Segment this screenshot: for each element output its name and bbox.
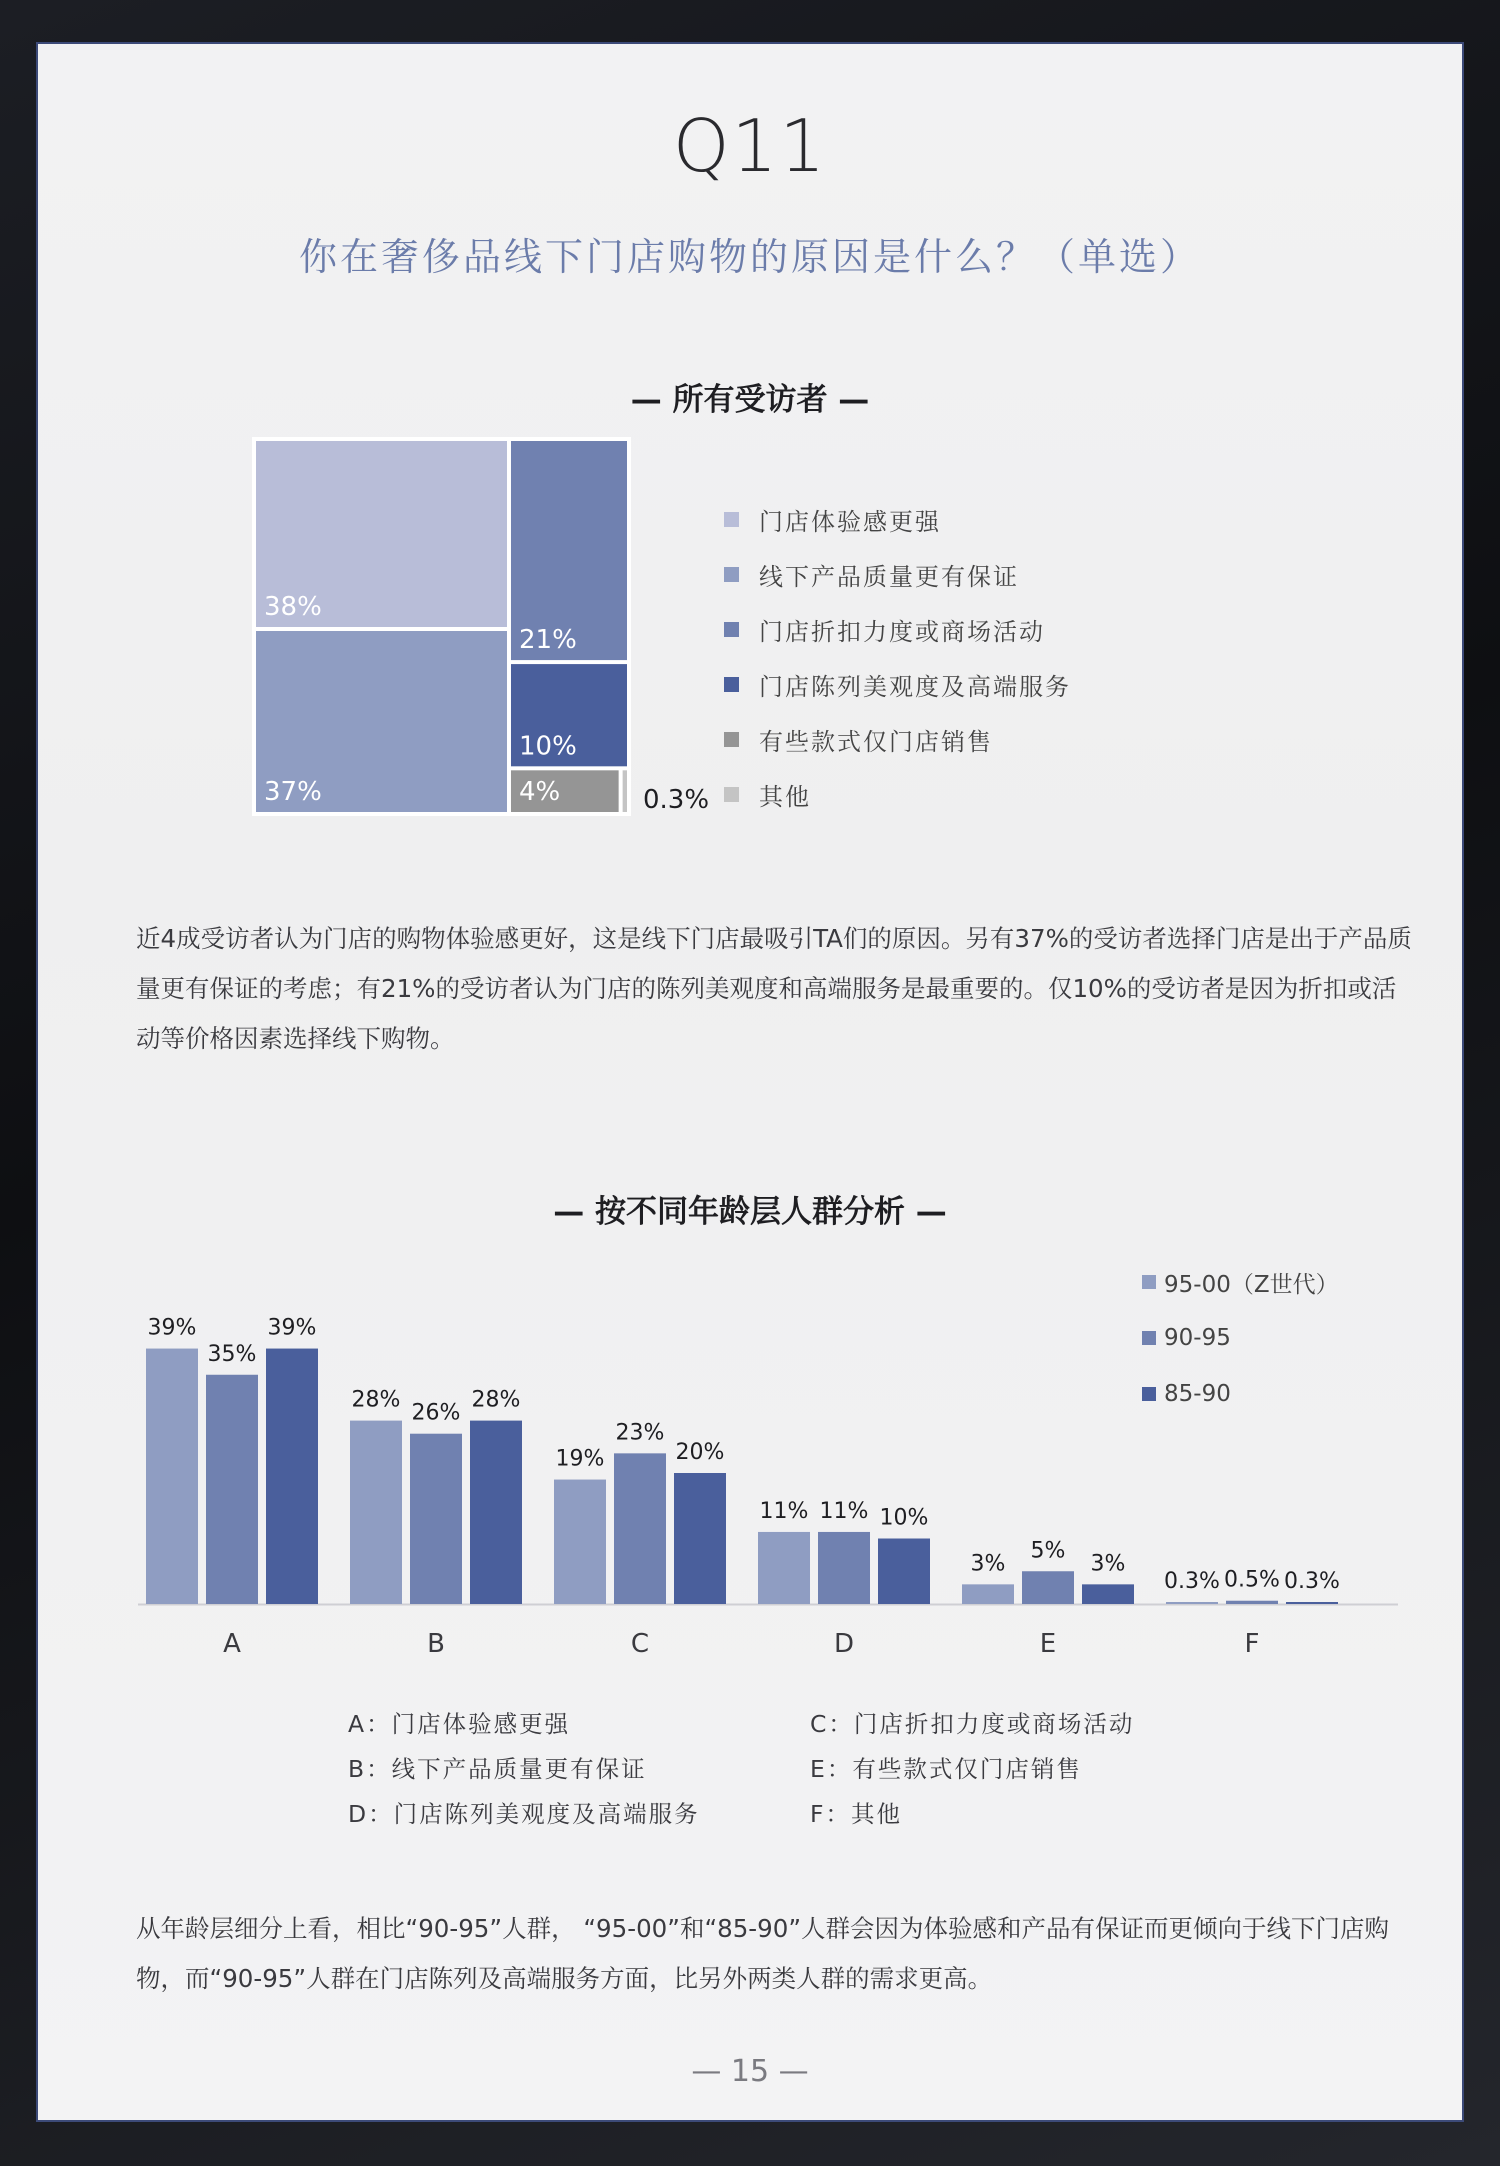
treemap-legend-item [724,767,1071,822]
question-title: 你在奢侈品线下门店购物的原因是什么？（单选） [298,235,1201,279]
bar-value-label: 3% [970,1551,1006,1577]
category-key-col2 [810,1702,1134,1837]
legend-swatch [1142,1331,1156,1345]
bar-C-2 [614,1453,666,1604]
bar-value-label: 39% [147,1315,197,1341]
legend-label: 85-90 [1164,1381,1231,1407]
paragraph-summary-1: 近4成受访者认为门店的购物体验感更好，这是线下门店最吸引TA们的原因。另有37%的受访者选择门店是出于产品质量更有保证的考虑；有21%的受访者认为门店的陈列美观度和高端服务是最重要的。仅10%的受访者是因为折扣或活动等价格因素选择线下购物。 [136,924,1412,1053]
section-title-age: — 按不同年龄层人群分析 — [553,1194,947,1230]
bar-value-label: 0.5% [1224,1567,1280,1593]
bar-E-3 [1082,1584,1134,1604]
treemap-label-4: 10% [518,731,577,762]
category-key-col1 [348,1702,700,1837]
bar-value-label: 10% [879,1505,929,1531]
bar-value-label: 20% [675,1440,725,1465]
bar-A-2 [206,1375,258,1604]
legend-label: 其他 [759,783,811,811]
bar-B-3 [470,1421,522,1604]
bar-value-label: 11% [819,1498,869,1524]
bar-B-1 [350,1421,402,1604]
bar-C-3 [674,1473,726,1604]
treemap-legend-item [724,492,1071,547]
legend-label: 门店陈列美观度及高端服务 [759,673,1071,701]
page-number: — 15 — [691,2054,809,2089]
category-key-c: C：门店折扣力度或商场活动 [810,1710,1135,1738]
treemap-legend-item [724,712,1071,767]
bar-A-1 [146,1349,198,1604]
legend-label: 90-95 [1164,1325,1231,1351]
legend-swatch [724,622,739,637]
treemap-label-6: 0.3% [643,785,710,815]
treemap-legend-item [724,602,1071,657]
legend-swatch [724,567,739,582]
treemap-label-1: 38% [264,592,322,622]
x-tick-label: F [1244,1629,1260,1659]
legend-swatch [724,677,739,692]
treemap-label-3: 21% [518,625,577,656]
bar-value-label: 28% [471,1387,521,1413]
treemap-legend [724,492,1071,822]
bar-value-label: 26% [411,1400,461,1426]
category-key-a: A：门店体验感更强 [348,1710,571,1738]
x-tick-label: B [427,1629,445,1659]
legend-label: 门店折扣力度或商场活动 [759,618,1045,646]
legend-swatch [1142,1387,1156,1401]
treemap-cell-6 [623,770,627,812]
treemap-legend-item [724,657,1071,712]
legend-label: 线下产品质量更有保证 [759,563,1019,591]
category-key-b: B：线下产品质量更有保证 [348,1755,647,1783]
paragraph-summary-2: 从年龄层细分上看，相比“90-95”人群， “95-00”和“85-90”人群会因为体验感和产品有保证而更倾向于线下门店购物，而“90-95”人群在门店陈列及高端服务方面，比另外两类人群的需求更高。 [136,1914,1390,1993]
bar-value-label: 35% [207,1341,257,1367]
question-number: Q11 [672,104,828,188]
x-tick-label: E [1039,1629,1057,1659]
x-tick-label: C [630,1629,650,1659]
x-tick-label: D [833,1629,855,1659]
bar-value-label: 0.3% [1164,1569,1220,1594]
bar-A-3 [266,1349,318,1604]
bar-D-1 [758,1532,810,1604]
treemap-chart [216,394,756,834]
legend-label: 95-00（Z世代） [1164,1271,1339,1298]
bar-value-label: 19% [555,1446,605,1472]
treemap-label-5: 4% [518,777,561,807]
legend-label: 有些款式仅门店销售 [759,728,993,756]
legend-swatch [1142,1275,1156,1289]
bar-legend-item [1142,1254,1339,1310]
report-page [36,42,1464,2122]
bar-C-1 [554,1480,606,1604]
bar-F-1 [1166,1602,1218,1604]
bar-value-label: 28% [351,1387,401,1413]
section-title-all: — 所有受访者 — [630,382,870,418]
category-key-f: F：其他 [810,1800,903,1828]
legend-swatch [724,512,739,527]
bar-D-3 [878,1539,930,1605]
category-key-d: D：门店陈列美观度及高端服务 [348,1800,700,1828]
bar-legend [1142,1254,1339,1422]
bar-B-2 [410,1434,462,1604]
bar-value-label: 11% [759,1498,809,1524]
bar-E-1 [962,1584,1014,1604]
bar-F-2 [1226,1601,1278,1604]
bar-F-3 [1286,1602,1338,1604]
legend-swatch [724,732,739,747]
bar-value-label: 39% [267,1315,317,1341]
bar-value-label: 23% [615,1420,665,1446]
bar-D-2 [818,1532,870,1604]
x-tick-label: A [223,1629,241,1659]
bar-value-label: 5% [1030,1538,1066,1564]
legend-swatch [724,787,739,802]
bar-legend-item [1142,1366,1339,1422]
treemap-legend-item [724,547,1071,602]
category-key-e: E：有些款式仅门店销售 [810,1755,1082,1783]
legend-label: 门店体验感更强 [759,508,941,536]
bar-E-2 [1022,1571,1074,1604]
bar-legend-item [1142,1310,1339,1366]
treemap-label-2: 37% [264,777,322,807]
bar-value-label: 0.3% [1284,1569,1340,1594]
bar-value-label: 3% [1090,1551,1126,1577]
